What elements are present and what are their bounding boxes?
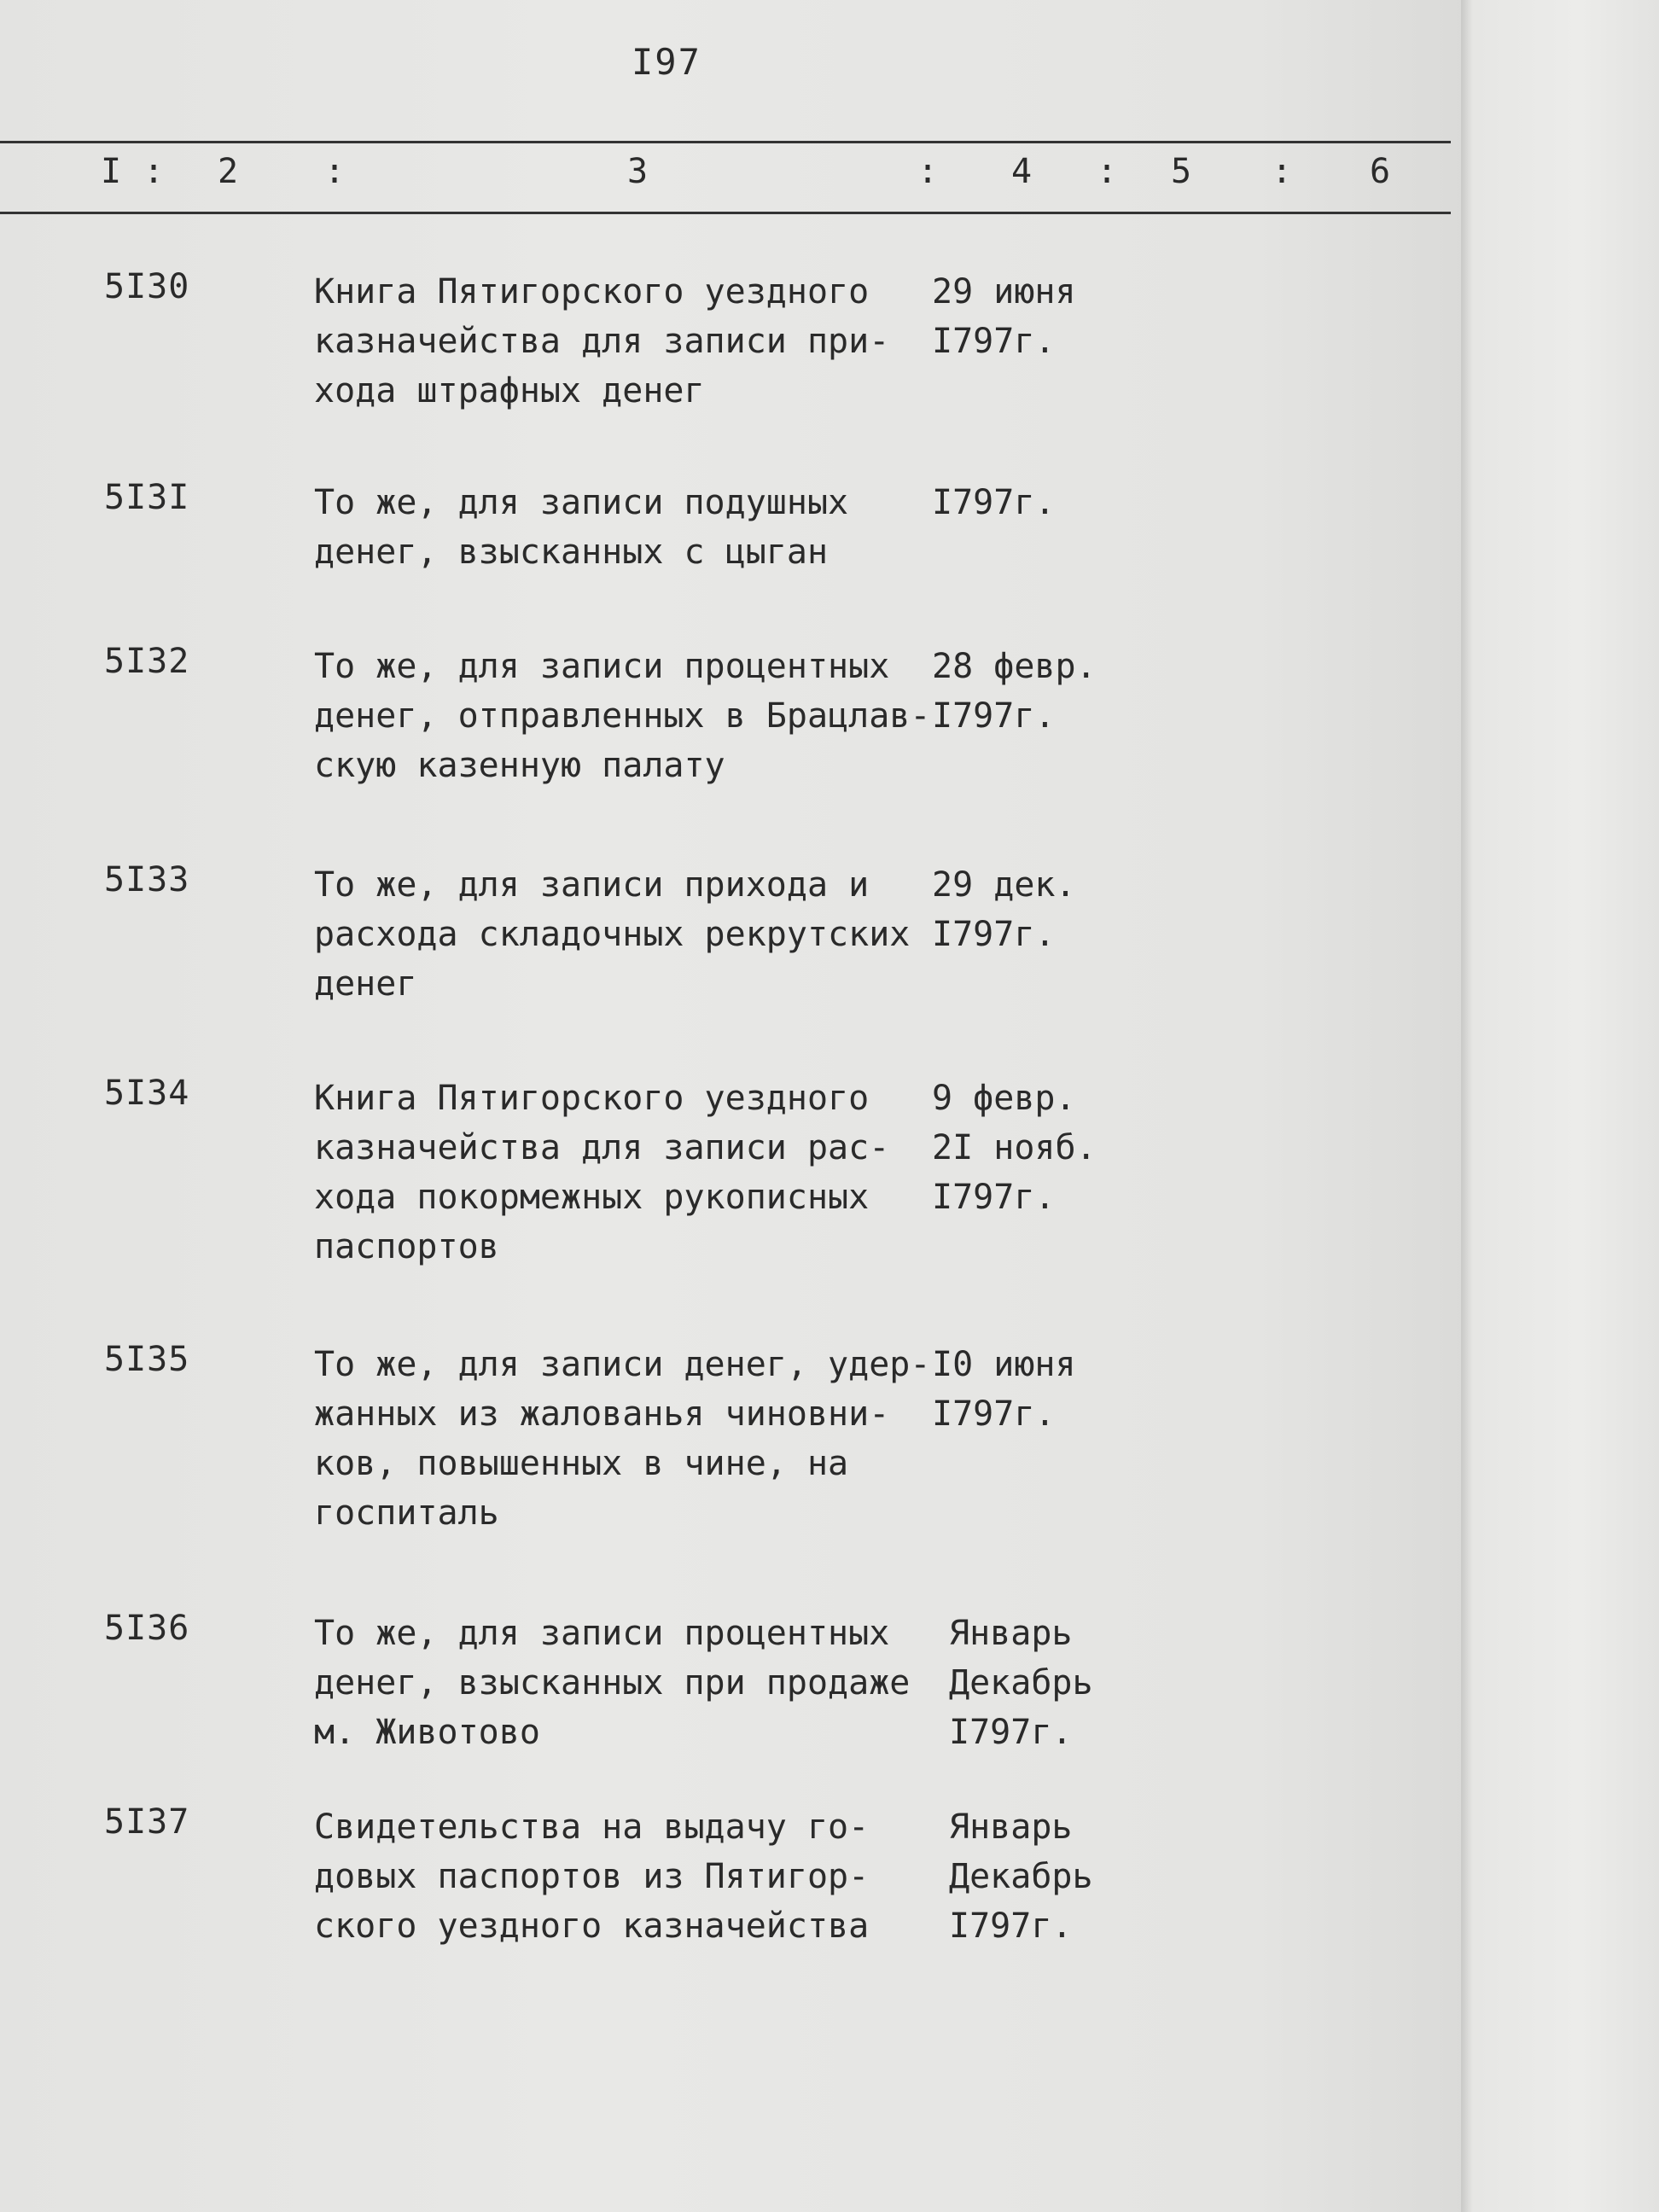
title-line: То же, для записи подушных <box>314 483 849 522</box>
date-line: 29 дек. <box>932 865 1076 905</box>
column-header-1: I <box>101 152 122 191</box>
entry-date <box>949 1609 1093 1757</box>
title-line: м. Животово <box>314 1713 540 1752</box>
title-line: То же, для записи процентных <box>314 647 890 686</box>
title-line: То же, для записи прихода и <box>314 865 870 905</box>
entry-title <box>314 1609 928 1757</box>
title-line: денег, взысканных с цыган <box>314 533 829 572</box>
column-header-5: 5 <box>1171 152 1192 191</box>
column-header-3: 3 <box>627 152 649 191</box>
entry-title <box>314 642 931 790</box>
title-line: госпиталь <box>314 1493 499 1533</box>
entry-date <box>932 860 1076 959</box>
title-line: паспортов <box>314 1227 499 1266</box>
column-separator: : <box>1272 152 1293 191</box>
date-line: 9 февр. <box>932 1079 1076 1118</box>
column-separator: : <box>917 152 939 191</box>
title-line: денег <box>314 964 417 1004</box>
date-line: Декабрь <box>949 1663 1093 1703</box>
header-bottom-rule <box>0 212 1451 214</box>
date-line: I797г. <box>932 696 1056 736</box>
title-line: расхода складочных рекрутских <box>314 915 911 954</box>
title-line: жанных из жалованья чиновни- <box>314 1394 890 1434</box>
column-header-4: 4 <box>1011 152 1033 191</box>
entry-number: 5I32 <box>104 642 190 681</box>
entry-number: 5I37 <box>104 1802 190 1842</box>
title-line: казначейства для записи рас- <box>314 1128 890 1167</box>
entry-date <box>932 1340 1076 1439</box>
date-line: I797г. <box>932 322 1056 361</box>
date-line: Январь <box>949 1614 1073 1653</box>
date-line: I797г. <box>932 1178 1056 1217</box>
title-line: хода штрафных денег <box>314 371 705 410</box>
title-line: денег, взысканных при продаже <box>314 1663 911 1703</box>
date-line: 28 февр. <box>932 647 1097 686</box>
entry-date <box>949 1802 1093 1951</box>
title-line: То же, для записи процентных <box>314 1614 890 1653</box>
entry-title <box>314 1340 931 1538</box>
date-line: I797г. <box>949 1713 1073 1752</box>
column-separator: : <box>143 152 165 191</box>
title-line: казначейства для записи при- <box>314 322 890 361</box>
title-line: довых паспортов из Пятигор- <box>314 1857 870 1896</box>
entry-title <box>314 1074 928 1272</box>
date-line: I797г. <box>932 483 1056 522</box>
date-line: 2I нояб. <box>932 1128 1097 1167</box>
entry-date <box>932 267 1076 366</box>
entry-number: 5I35 <box>104 1340 190 1379</box>
column-header-2: 2 <box>218 152 239 191</box>
title-line: ков, повышенных в чине, на <box>314 1444 849 1483</box>
title-line: То же, для записи денег, удер- <box>314 1345 931 1384</box>
entry-number: 5I33 <box>104 860 190 899</box>
entry-number: 5I34 <box>104 1074 190 1113</box>
title-line: Книга Пятигорского уездного <box>314 1079 870 1118</box>
date-line: I797г. <box>932 915 1056 954</box>
title-line: Свидетельства на выдачу го- <box>314 1807 870 1847</box>
entry-title <box>314 1802 928 1951</box>
entry-number: 5I30 <box>104 267 190 306</box>
entry-title <box>314 860 928 1009</box>
column-separator: : <box>1097 152 1118 191</box>
column-separator: : <box>324 152 346 191</box>
entry-title <box>314 267 928 416</box>
title-line: скую казенную палату <box>314 746 725 785</box>
title-line: Книга Пятигорского уездного <box>314 272 870 311</box>
entry-title <box>314 478 928 577</box>
header-top-rule <box>0 141 1451 143</box>
date-line: Декабрь <box>949 1857 1093 1896</box>
entry-date <box>932 642 1097 741</box>
title-line: хода покормежных рукописных <box>314 1178 870 1217</box>
entry-number: 5I36 <box>104 1609 190 1648</box>
date-line: I797г. <box>949 1906 1073 1946</box>
date-line: Январь <box>949 1807 1073 1847</box>
title-line: денег, отправленных в Брацлав- <box>314 696 931 736</box>
page-number: I97 <box>632 41 701 83</box>
date-line: I0 июня <box>932 1345 1076 1384</box>
entry-number: 5I3I <box>104 478 190 517</box>
entry-date <box>932 1074 1097 1222</box>
underlying-page-edge <box>1461 0 1659 2212</box>
column-header-6: 6 <box>1370 152 1391 191</box>
date-line: I797г. <box>932 1394 1056 1434</box>
date-line: 29 июня <box>932 272 1076 311</box>
title-line: ского уездного казначейства <box>314 1906 870 1946</box>
entry-date <box>932 478 1056 527</box>
